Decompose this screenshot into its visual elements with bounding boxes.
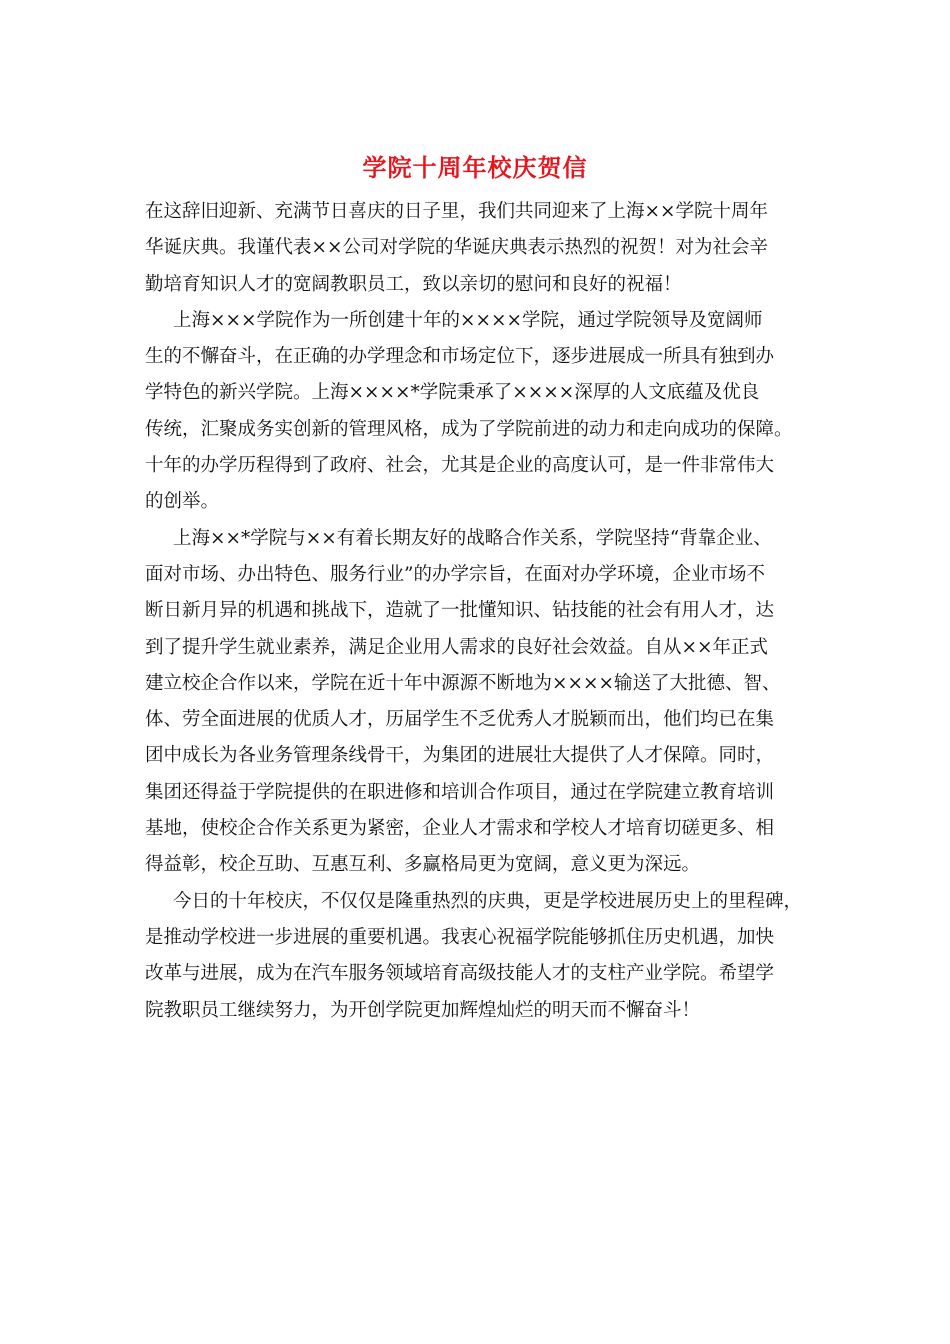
text-line: 生的不懈奋斗，在正确的办学理念和市场定位下，逐步进展成一所具有独到办 bbox=[145, 346, 775, 368]
text-line: 体、劳全面进展的优质人才，历届学生不乏优秀人才脱颖而出，他们均已在集 bbox=[145, 709, 775, 731]
text-line: 勤培育知识人才的宽阔教职员工，致以亲切的慰问和良好的祝福！ bbox=[145, 273, 682, 295]
text-line: 基地，使校企合作关系更为紧密，企业人才需求和学校人才培育切磋更多、相 bbox=[145, 818, 775, 840]
text-line: 得益彰，校企互助、互惠互利、多赢格局更为宽阔，意义更为深远。 bbox=[145, 854, 701, 876]
text-line: 建立校企合作以来，学院在近十年中源源不断地为××××输送了大批德、智、 bbox=[145, 672, 781, 694]
text-line: 的创举。 bbox=[145, 491, 220, 513]
text-line: 院教职员工继续努力，为开创学院更加辉煌灿烂的明天而不懈奋斗！ bbox=[145, 999, 701, 1021]
text-line: 改革与进展，成为在汽车服务领域培育高级技能人才的支柱产业学院。希望学 bbox=[145, 963, 775, 985]
text-line: 今日的十年校庆，不仅仅是隆重热烈的庆典，更是学校进展历史上的里程碑， bbox=[173, 890, 803, 912]
text-line: 断日新月异的机遇和挑战下，造就了一批懂知识、钻技能的社会有用人才，达 bbox=[145, 600, 775, 622]
text-line: 是推动学校进一步进展的重要机遇。我衷心祝福学院能够抓住历史机遇，加快 bbox=[145, 926, 775, 948]
text-line: 学特色的新兴学院。上海××××*学院秉承了××××深厚的人文底蕴及优良 bbox=[145, 382, 760, 404]
text-line: 在这辞旧迎新、充满节日喜庆的日子里，我们共同迎来了上海××学院十周年 bbox=[145, 201, 769, 222]
text-line: 团中成长为各业务管理条线骨干，为集团的进展壮大提供了人才保障。同时， bbox=[145, 745, 775, 767]
text-line: 上海××*学院与××有着长期友好的战略合作关系，学院坚持“背靠企业、 bbox=[173, 527, 772, 549]
text-line: 华诞庆典。我谨代表××公司对学院的华诞庆典表示热烈的祝贺！对为社会辛 bbox=[145, 237, 769, 259]
text-line: 上海×××学院作为一所创建十年的××××学院，通过学院领导及宽阔师 bbox=[173, 309, 763, 331]
text-line: 到了提升学生就业素养，满足企业用人需求的良好社会效益。自从××年正式 bbox=[145, 636, 769, 658]
text-line: 面对市场、办出特色、服务行业”的办学宗旨，在面对办学环境，企业市场不 bbox=[145, 563, 765, 585]
document-title: 学院十周年校庆贺信 bbox=[362, 153, 588, 182]
text-line: 十年的办学历程得到了政府、社会，尤其是企业的高度认可，是一件非常伟大 bbox=[145, 455, 775, 477]
text-line: 传统，汇聚成务实创新的管理风格，成为了学院前进的动力和走向成功的保障。 bbox=[145, 418, 793, 440]
letter-body bbox=[145, 194, 813, 1029]
text-line: 集团还得益于学院提供的在职进修和培训合作项目，通过在学院建立教育培训 bbox=[145, 781, 775, 803]
